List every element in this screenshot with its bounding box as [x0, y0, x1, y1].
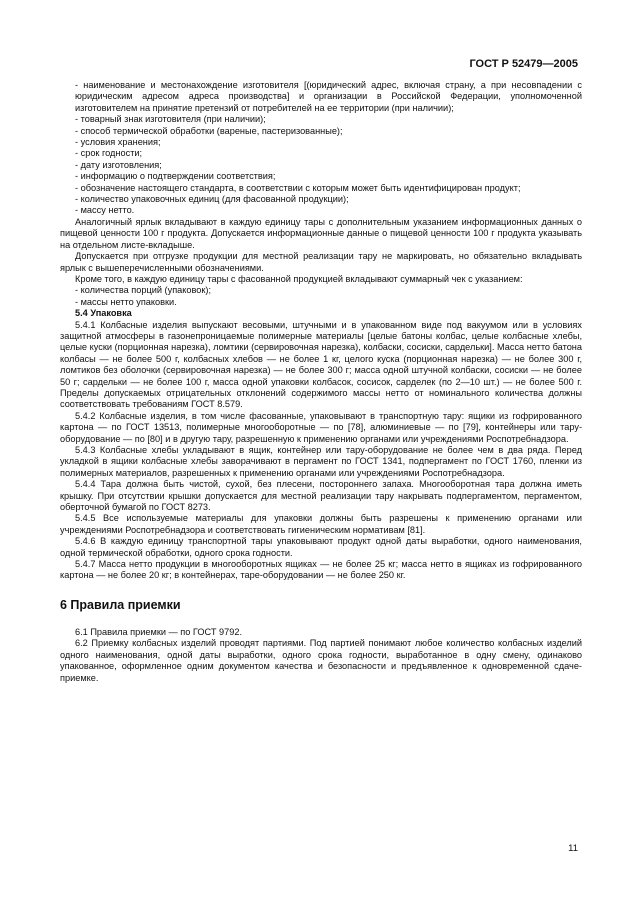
list-item: - обозначение настоящего стандарта, в соответствии с которым может быть идентифицирован продукт; [75, 182, 521, 193]
paragraph: 5.4.6 В каждую единицу транспортной тары упаковывают продукт одной даты выработки, одного наименования, одной термической обработки, одного срока годности. [60, 536, 582, 558]
list-item: - условия хранения; [75, 137, 161, 148]
standard-header: ГОСТ Р 52479—2005 [469, 58, 578, 70]
list-item: - товарный знак изготовителя (при наличии); [75, 114, 266, 125]
section-title: 6 Правила приемки [60, 597, 181, 612]
paragraph: Допускается при отгрузке продукции для местной реализации тару не маркировать, но обязательно вкладывать ярлык с вышеперечисленными обозначениями. [60, 251, 582, 273]
page-content [60, 80, 582, 684]
paragraph: 5.4.4 Тара должна быть чистой, сухой, без плесени, постороннего запаха. Многооборотная тара должна иметь крышку. При отсутствии крышки допускается для местной реализации тару накрывать подпергаментом, пергаментом, оберточной бумагой по ГОСТ 8273. [60, 479, 582, 513]
list-item: - количества порций (упаковок); [75, 285, 212, 296]
list-item: - способ термической обработки (вареные, пастеризованные); [75, 125, 343, 136]
labeling-list [60, 80, 582, 217]
paragraph: Кроме того, в каждую единицу тары с фасованной продукцией вкладывают суммарный чек с указанием: [75, 273, 523, 284]
list-item: - массу нетто. [75, 205, 135, 216]
list-item: - информацию о подтверждении соответствия; [75, 171, 276, 182]
paragraph: 6.1 Правила приемки — по ГОСТ 9792. [75, 626, 242, 637]
paragraph: 5.4.1 Колбасные изделия выпускают весовыми, штучными и в упакованном виде под вакуумом или в условиях защитной атмосферы в газонепроницаемые полимерные материалы [целые батоны колбас, целые колбасные хлебы, целые куски (порционная нарезка), ломтики (сервировочная нарезка), колбаски, сосиски, сардельки]. Масса нетто батона колбасы — не более 500 г, колбасных хлебов — не более 1 кг, целого куска (порционная нарезка) — не более 300 г, ломтиков без оболочки (сервировочная нарезка) — не более 300 г; масса одной штучной колбаски, сосиски — не более 50 г; сардельки — не более 100 г, масса одной упаковки колбасок, сосисок, сарделек (по 2—10 шт.) — не более 500 г. Пределы допускаемых отрицательных отклонений содержимого массы нетто от номинального количества должны соответствовать требованиям ГОСТ 8.579. [60, 319, 582, 410]
paragraph: 6.2 Приемку колбасных изделий проводят партиями. Под партией понимают любое количество колбасных изделий одного наименования, одной даты выработки, одного срока годности, выработанное в одну смену, одинаково упакованное, оформленное одним документом качества и безопасности и предъявленное к одновременной сдаче-приемке. [60, 638, 582, 683]
subsection-title: 5.4 Упаковка [75, 308, 132, 319]
list-item: - срок годности; [75, 148, 143, 159]
receipt-list [60, 285, 582, 308]
paragraph: Аналогичный ярлык вкладывают в каждую единицу тары с дополнительным указанием информационных данных о пищевой ценности 100 г продукта. Допускается информационные данные о пищевой ценности 100 г продукта указывать на отдельном листе-вкладыше. [60, 216, 582, 250]
page-number: 11 [568, 843, 578, 854]
paragraph: 5.4.7 Масса нетто продукции в многооборотных ящиках — не более 25 кг; масса нетто в ящиках из гофрированного картона — не более 20 кг; в контейнерах, таре-оборудовании — не более 250 кг. [60, 559, 582, 581]
list-item: - количество упаковочных единиц (для фасованной продукции); [75, 194, 349, 205]
paragraph: 5.4.3 Колбасные хлебы укладывают в ящик, контейнер или тару-оборудование не более чем в два ряда. Перед укладкой в ящики колбасные хлебы заворачивают в пергамент по ГОСТ 1341, подпергамент по ГОСТ 1760, пленки из полимерных материалов, разрешенных к применению органами или учреждениями Роспотребнадзора. [60, 445, 582, 478]
paragraph: 5.4.5 Все используемые материалы для упаковки должны быть разрешены к применению органами или учреждениями Роспотребнадзора и соответствовать гигиеническим нормативам [81]. [60, 513, 582, 535]
list-item: - наименование и местонахождение изготовителя [(юридический адрес, включая страну, а при несовпадении с юридическим адресом адреса производства] и организации в Российской Федерации, уполномоченной изготовителем на принятие претензий от потребителей на ее территории (при наличии); [75, 80, 582, 113]
list-item: - дату изготовления; [75, 159, 162, 170]
list-item: - массы нетто упаковки. [75, 296, 177, 307]
paragraph: 5.4.2 Колбасные изделия, в том числе фасованные, упаковывают в транспортную тару: ящики из гофрированного картона — по ГОСТ 13513, полимерные многооборотные — по [78], алюминиевые — по [79], контейнеры или тару-оборудование — по [80] и в другую тару, разрешенную к применению органами или учреждениями Роспотребнадзора. [60, 410, 582, 444]
